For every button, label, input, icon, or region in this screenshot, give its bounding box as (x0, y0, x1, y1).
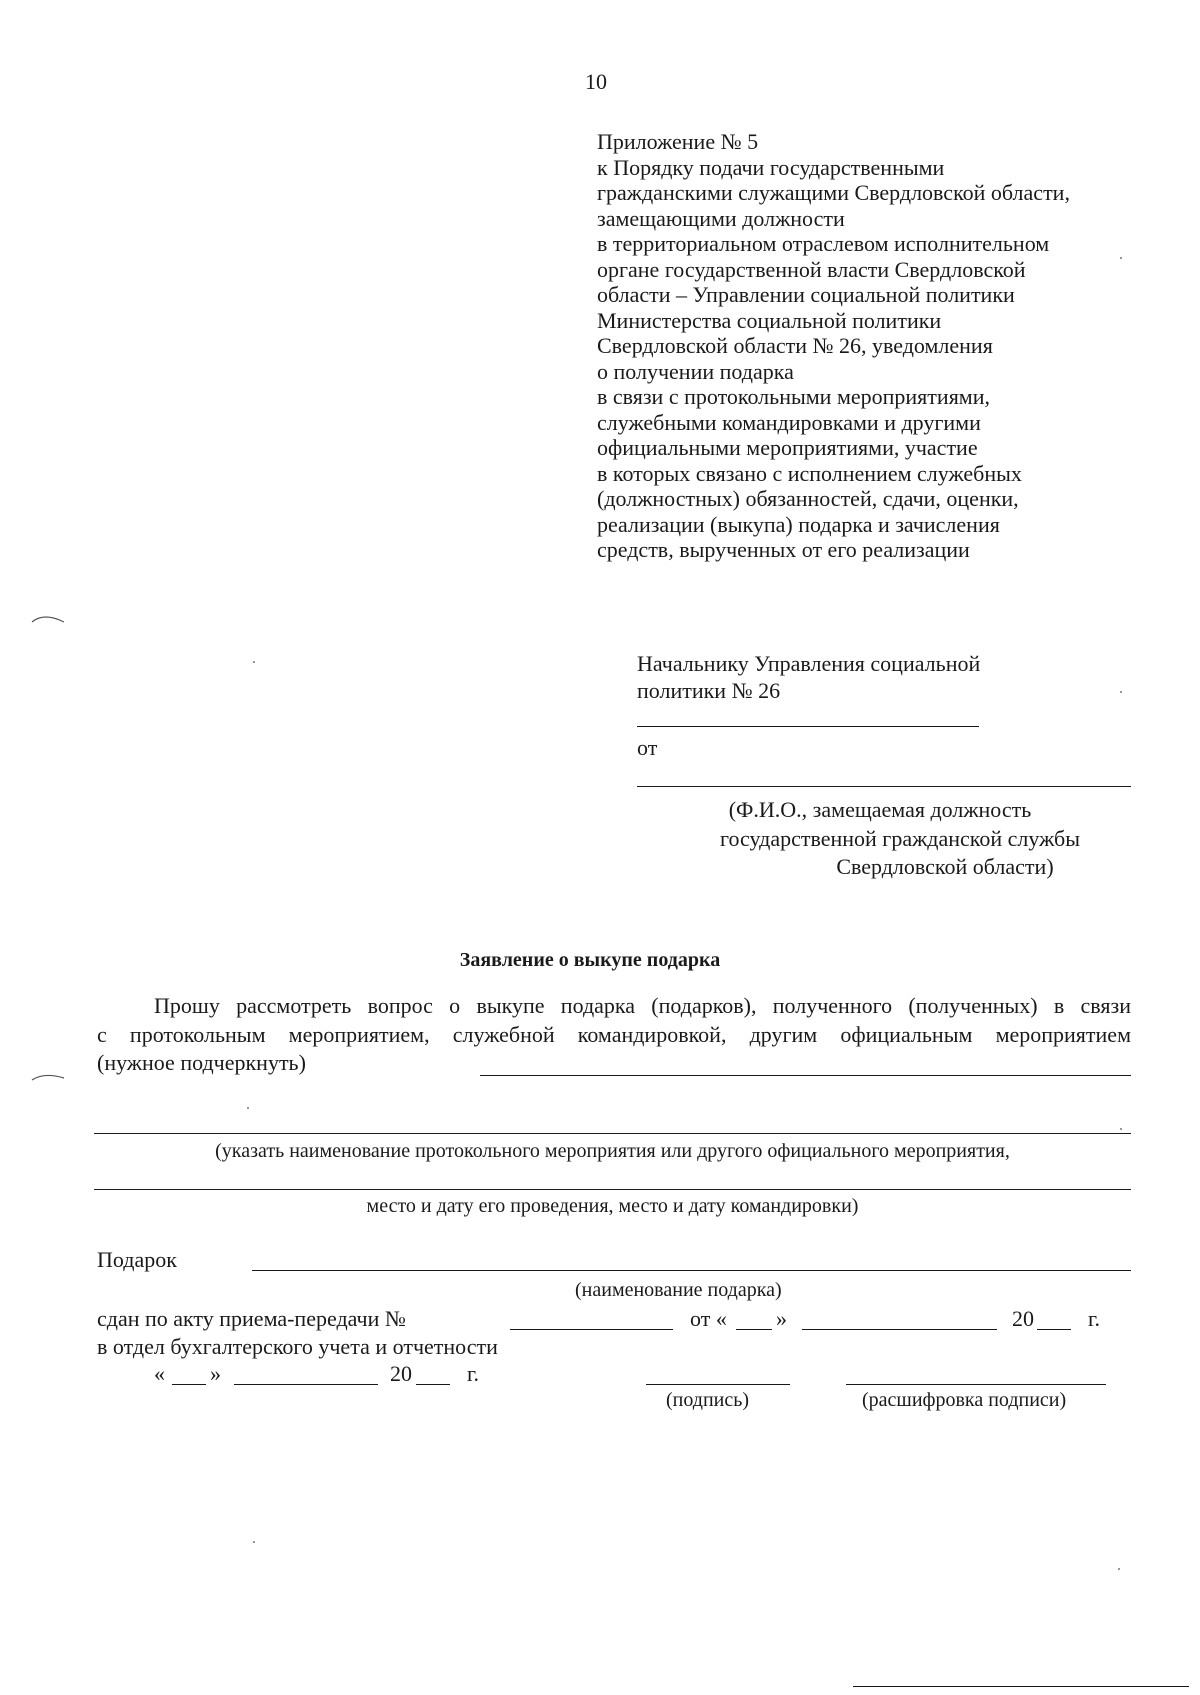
date-year-prefix: 20 (390, 1361, 412, 1386)
gift-name-caption: (наименование подарка) (575, 1279, 782, 1301)
scan-mark-left-bottom (30, 1068, 70, 1084)
event-blank-line-1 (480, 1075, 1131, 1076)
scan-speck (253, 1541, 255, 1543)
statement-para-line1: Прошу рассмотреть вопрос о выкупе подарка (подарков), полученного (полученных) в связи (154, 993, 1131, 1018)
appendix-line: о получении подарка (597, 358, 794, 384)
event-caption-2: место и дату его проведения, место и дату командировки) (366, 1195, 859, 1217)
date-quote-open: « (154, 1361, 165, 1386)
appendix-line: в которых связано с исполнением служебных (597, 460, 1022, 486)
scan-mark-left-top (30, 610, 70, 626)
scan-speck (1120, 691, 1122, 693)
addressee-blank-line (637, 726, 979, 727)
act-year-prefix: 20 (1012, 1306, 1034, 1331)
act-label: сдан по акту приема-передачи № (97, 1306, 406, 1331)
event-blank-line-2 (94, 1133, 1131, 1134)
appendix-line: к Порядку подачи государственными (597, 154, 945, 180)
date-year-line (416, 1384, 450, 1385)
event-caption-1: (указать наименование протокольного мероприятия или другого официального мероприятия, (215, 1140, 1010, 1162)
scan-speck (1120, 1128, 1122, 1130)
decoding-caption: (расшифровка подписи) (862, 1389, 1067, 1411)
appendix-line: гражданскими служащими Свердловской области, (597, 180, 1070, 205)
appendix-line: области – Управлении социальной политики (597, 282, 1015, 307)
scan-speck (1118, 1568, 1120, 1570)
gift-label: Подарок (97, 1247, 177, 1272)
date-year-suffix: г. (467, 1361, 480, 1386)
caption-line: (Ф.И.О., замещаемая должность (728, 797, 1032, 822)
appendix-line: Приложение № 5 (597, 129, 759, 154)
addressee-caption (680, 797, 1120, 880)
signature-line (646, 1384, 790, 1385)
page-number: 10 (585, 69, 607, 94)
act-year-line (1037, 1329, 1071, 1330)
act-quote-close: » (776, 1306, 787, 1331)
signature-caption: (подпись) (666, 1389, 750, 1411)
act-from-text: от « (690, 1306, 727, 1331)
appendix-line: средств, вырученных от его реализации (597, 537, 970, 562)
appendix-line: органе государственной власти Свердловской (597, 256, 1026, 282)
appendix-line: в связи с протокольными мероприятиями, (597, 384, 991, 409)
signature-decoding-line (846, 1384, 1106, 1385)
statement-para-line2: с протокольным мероприятием, служебной командировкой, другим официальным мероприятием (97, 1022, 1131, 1047)
appendix-line: официальными мероприятиями, участие (597, 435, 978, 460)
date-day-line (172, 1384, 206, 1385)
statement-para-line3: (нужное подчеркнуть) (97, 1050, 306, 1075)
scan-speck (1120, 257, 1122, 259)
gift-name-line (252, 1270, 1131, 1271)
appendix-line: Свердловской области № 26, уведомления (597, 333, 993, 358)
addressee-line1: Начальнику Управления социальной (637, 651, 981, 676)
dept-label: в отдел бухгалтерского учета и отчетности (97, 1334, 498, 1359)
appendix-line: Министерства социальной политики (597, 307, 942, 333)
scan-speck (247, 1107, 249, 1109)
date-quote-close: » (210, 1361, 221, 1386)
from-name-line (637, 786, 1131, 787)
scan-edge-line (853, 1686, 1189, 1687)
caption-line: Свердловской области) (836, 854, 1054, 879)
appendix-line: (должностных) обязанностей, сдачи, оценки, (597, 486, 1019, 511)
appendix-line: замещающими должности (597, 205, 845, 231)
appendix-line: в территориальном отраслевом исполнительном (597, 231, 1050, 256)
act-year-suffix: г. (1088, 1306, 1101, 1331)
from-label: от (637, 735, 658, 760)
date-month-line (234, 1384, 378, 1385)
appendix-block (597, 129, 1070, 563)
caption-line: государственной гражданской службы (720, 825, 1080, 851)
appendix-line: служебными командировками и другими (597, 409, 981, 435)
act-number-line (510, 1329, 673, 1330)
scan-speck (253, 661, 255, 663)
event-blank-line-3 (94, 1189, 1131, 1190)
statement-title: Заявление о выкупе подарка (459, 949, 721, 971)
appendix-line: реализации (выкупа) подарка и зачисления (597, 511, 1000, 537)
addressee-line2: политики № 26 (637, 678, 781, 703)
act-day-line (736, 1329, 772, 1330)
act-month-line (802, 1329, 997, 1330)
